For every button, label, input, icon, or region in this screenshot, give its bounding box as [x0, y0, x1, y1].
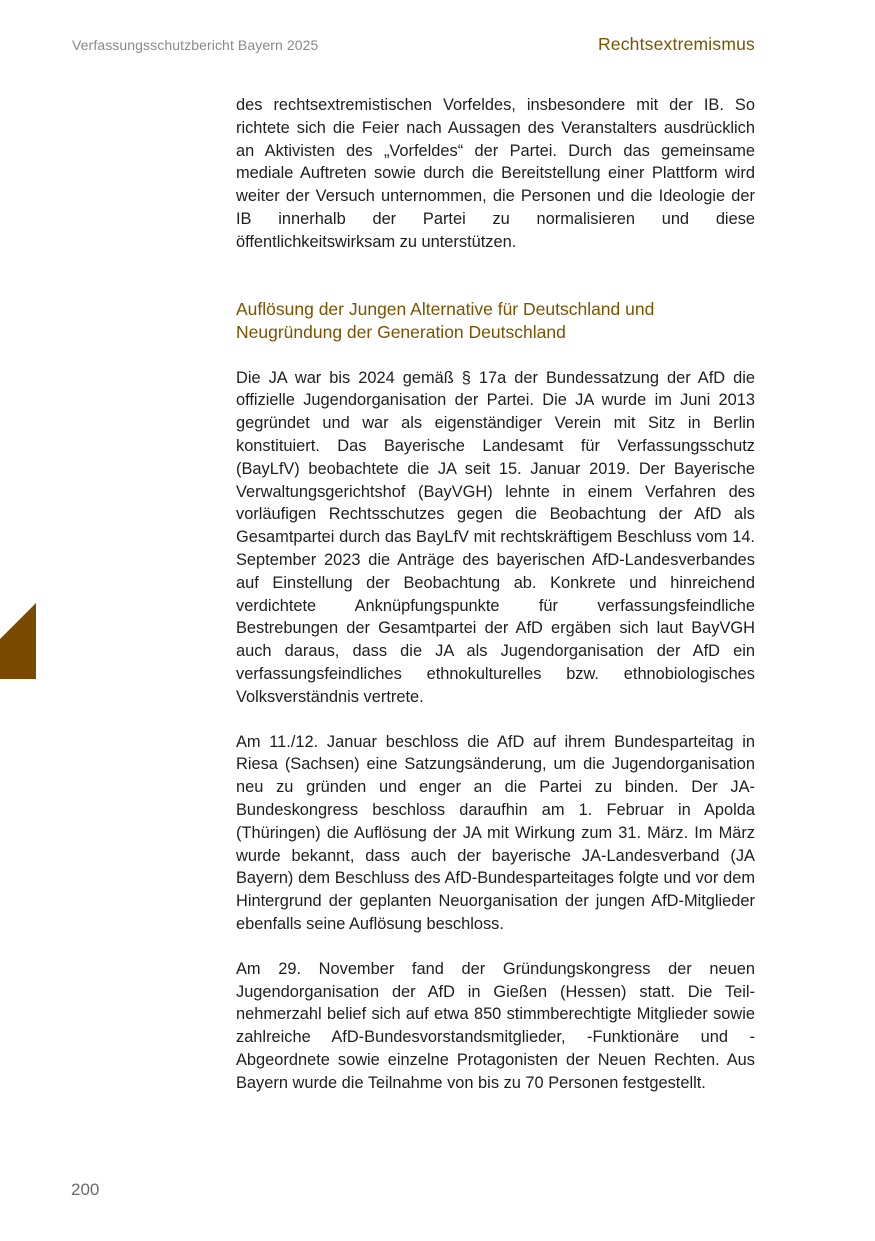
body-paragraph-founding-congress: Am 29. November fand der Gründungskongress der neuen Jugendorganisation der AfD in Gießen (Hessen) statt. Die Teilnehmerzahl belief sich auf etwa 850 stimmberechtigte Mitglieder sowie zahlreiche AfD-Bundesvorstandsmitglieder, -Funktionäre und -Abgeordnete sowie einzelne Protagonisten der Neuen Rechten. Aus Bayern wurde die Teilnahme von bis zu 70 Personen festgestellt. — [236, 959, 755, 1092]
page-number: 200 — [71, 1180, 100, 1199]
body-paragraph-ja-dissolution: Am 11./12. Januar beschloss die AfD auf ihrem Bundesparteitag in Riesa (Sachsen) eine Satzungsänderung, um die Jugendorganisation neu zu gründen und enger an die Partei zu binden. Der JA-Bundeskongress beschloss daraufhin am 1. Februar in Apolda (Thüringen) die Auflösung der JA mit Wirkung zum 31. März. Im März wurde bekannt, dass auch der bayerische JA-Landesverband (JA Bayern) dem Beschluss des AfD-Bundesparteitages folgte und vor dem Hintergrund der geplanten Neuorganisation der jungen AfD-Mitglieder ebenfalls seine Auflösung beschloss. — [236, 732, 755, 933]
intro-paragraph: des rechtsextremistischen Vorfeldes, insbesondere mit der IB. So richtete sich die Feier nach Aussagen des Veranstalters ausdrücklich an Aktivisten des „Vorfeldes“ der Partei. Durch das gemeinsame mediale Auftreten sowie durch die Bereitstellung einer Plattform wird weiter der Versuch unternommen, die Personen und die Ideologie der IB innerhalb der Partei zu normalisieren und diese öffentlichkeitswirksam zu unterstützen. — [236, 96, 755, 251]
chapter-margin-tab-shape — [0, 603, 36, 679]
section-heading-line-1: Auflösung der Jungen Alternative für Deutschland und — [236, 298, 655, 319]
body-paragraph-ja-history: Die JA war bis 2024 gemäß § 17a der Bundessatzung der AfD die offizielle Jugendorganisation der Partei. Die JA wurde im Juni 2013 gegründet und war als eigenständiger Verein mit Sitz in Berlin konstituiert. Das Bayerische Landesamt für Verfassungsschutz (BayLfV) beobachtete die JA seit 15. Januar 2019. Der Bayerische Verwaltungsgerichtshof (BayVGH) lehnte in einem Verfahren des vorläufigen Rechtsschutzes gegen die Beobachtung der AfD als Gesamtpartei durch das BayLfV mit rechtskräftigem Beschluss vom 14. September 2023 die Anträge des bayerischen AfD-Landesverbandes auf Einstellung der Beobachtung ab. Konkrete und hinreichend verdichtete Anknüpfungspunkte für verfassungsfeindliche Bestrebungen der Gesamtpartei der AfD ergäben sich laut BayVGH auch daraus, dass die JA als Jugendorganisation der AfD ein verfassungsfeindliches ethnokulturelles bzw. ethnobiologisches Volksverständnis vertrete. — [236, 368, 755, 706]
section-heading-line-2: Neugründung der Generation Deutschland — [236, 322, 566, 343]
running-head-publication: Verfassungsschutzbericht Bayern 2025 — [72, 37, 319, 53]
chapter-margin-tab — [0, 603, 36, 679]
section-heading — [236, 298, 755, 345]
main-text-column — [236, 94, 755, 1094]
running-head-chapter: Rechtsextremismus — [597, 34, 755, 54]
